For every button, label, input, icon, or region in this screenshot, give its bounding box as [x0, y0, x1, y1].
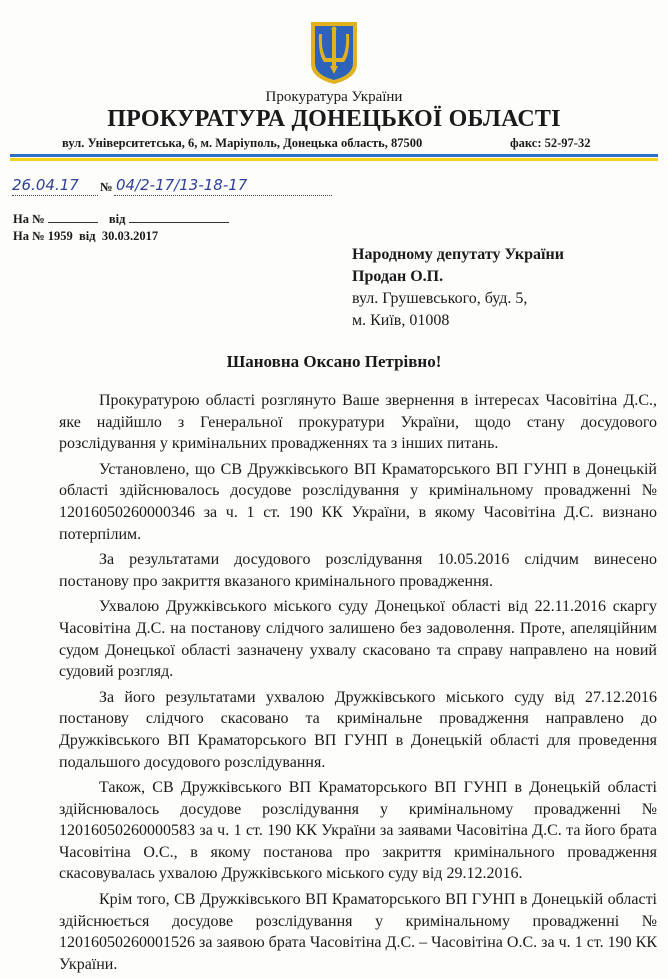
incoming-number-line	[13, 210, 229, 227]
reference-line: На № 1959 від 30.03.2017	[13, 229, 159, 243]
vid-label: від	[108, 212, 126, 226]
handwritten-date: 26.04.17	[12, 176, 79, 194]
blank-line	[129, 210, 229, 223]
paragraph: Також, СВ Дружківського ВП Краматорського ВП ГУНП в Донецькій області здійснювалось досудове розслідування у кримінальному провадженні № 12016050260000583 за ч. 1 ст. 190 КК України за заявами Часовітіна Д.С. та його брата Часовітіна О.С., в якому постанова про закриття кримінального провадження скасовувалась ухвалою Дружківського міського суду від 29.12.2016.	[59, 779, 657, 883]
coat-of-arms-icon	[309, 20, 359, 86]
organization-fax: факс: 52-97-32	[510, 136, 591, 150]
organization-parent: Прокуратура України	[265, 89, 403, 105]
letter-body	[59, 390, 657, 979]
flag-stripe-yellow	[10, 158, 658, 161]
recipient-name: Продан О.П.	[352, 268, 444, 285]
organization-title: ПРОКУРАТУРА ДОНЕЦЬКОЇ ОБЛАСТІ	[107, 106, 561, 132]
paragraph: За результатами досудового розслідування 10.05.2016 слідчим винесено постанову про закриття вказаного кримінального провадження.	[59, 551, 657, 590]
stamp-underline	[12, 195, 98, 196]
registration-stamp	[12, 176, 352, 200]
recipient-city: м. Київ, 01008	[352, 312, 450, 329]
stamp-underline	[114, 195, 332, 196]
paragraph: Ухвалою Дружківського міського суду Донецької області від 22.11.2016 скаргу Часовітіна Д.С. на постанову слідчого залишено без задоволення. Проте, апеляційним судом Донецької області зазначену ухвалу скасовано та справу направлено на новий судовий розгляд.	[59, 598, 657, 681]
flag-stripe-blue	[10, 154, 658, 157]
number-label: №	[100, 180, 113, 194]
paragraph: Прокуратурою області розглянуто Ваше звернення в інтересах Часовітіна Д.С., яке надійшло з Генеральної прокуратури України, щодо стану досудового розслідування у кримінальних провадженнях та з інших питань.	[59, 392, 657, 453]
paragraph: Установлено, що СВ Дружківського ВП Краматорського ВП ГУНП в Донецькій області здійснювалось досудове розслідування у кримінальному провадженні № 12016050260000346 за ч. 1 ст. 190 КК України, в якому Часовітіна Д.С. визнано потерпілим.	[59, 460, 657, 543]
handwritten-number: 04/2-17/13-18-17	[116, 176, 248, 194]
blank-line	[48, 210, 98, 223]
greeting: Шановна Оксано Петрівно!	[226, 352, 442, 371]
recipient-title: Народному депутату України	[352, 246, 564, 263]
recipient-street: вул. Грушевського, буд. 5,	[352, 290, 528, 307]
paragraph: Крім того, СВ Дружківського ВП Краматорського ВП ГУНП в Донецькій області здійснюється досудове розслідування у кримінальному провадженні № 12016050260001526 за заявою брата Часовітіна Д.С. – Часовітіна О.С. за ч. 1 ст. 190 КК України.	[59, 891, 657, 973]
na-label: На №	[13, 212, 45, 226]
paragraph: За його результатами ухвалою Дружківського міського суду від 27.12.2016 постанову слідчого скасовано та кримінальне провадження направлено до Дружківського ВП Краматорського ВП ГУНП в Донецькій області для проведення подальшого досудового розслідування.	[59, 688, 657, 771]
organization-address: вул. Університетська, 6, м. Маріуполь, Донецька область, 87500	[62, 136, 423, 150]
